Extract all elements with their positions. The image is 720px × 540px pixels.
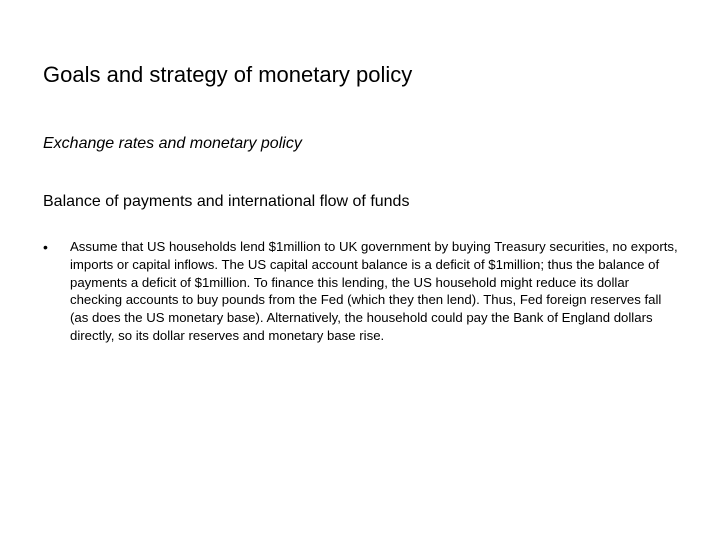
bullet-text: Assume that US households lend $1million to UK government by buying Treasury securities, no exports, imports or capital inflows. The US capital account balance is a deficit of $1million; thus the balance of payments a deficit of $1million. To finance this lending, the US household might reduce its dollar checking accounts to buy pounds from the Fed (which they then lend). Thus, Fed foreign reserves fall (as does the US monetary base). Alternatively, the household could pay the Bank of England dollars directly, so its dollar reserves and monetary base rise. <box>70 239 678 343</box>
slide-title: Goals and strategy of monetary policy <box>43 62 413 87</box>
slide-subtitle: Exchange rates and monetary policy <box>43 135 302 152</box>
bullet-item <box>43 238 683 345</box>
section-heading: Balance of payments and international flow of funds <box>43 193 410 210</box>
bullet-marker: • <box>43 239 48 255</box>
bullet-list <box>43 238 683 345</box>
